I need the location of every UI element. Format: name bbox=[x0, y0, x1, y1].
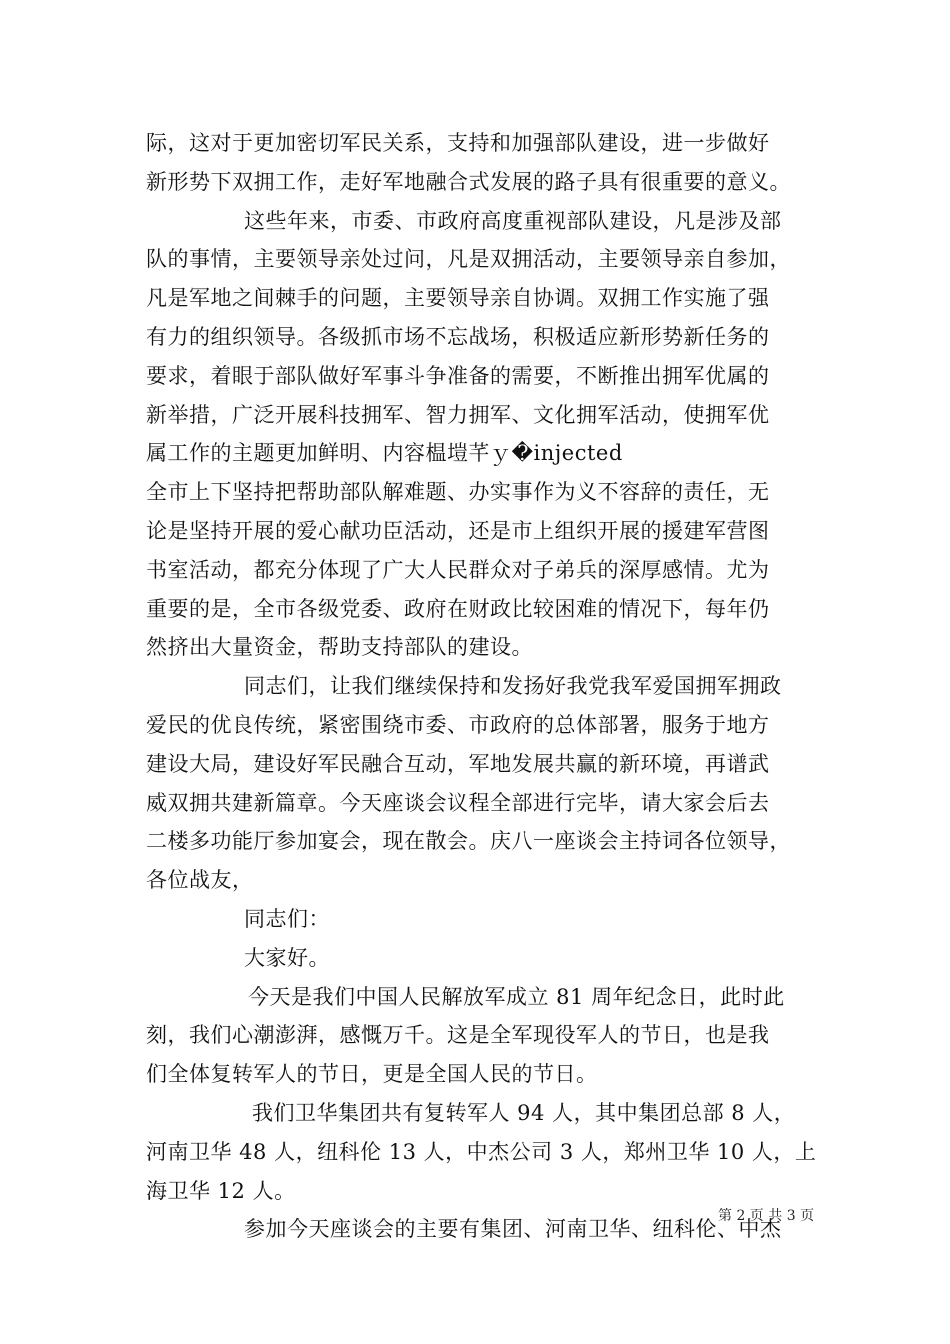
text-line: 书室活动，都充分体现了广大人民群众对子弟兵的深厚感情。尤为 bbox=[146, 557, 770, 582]
text-line: 队的事情，主要领导亲处过问，凡是双拥活动，主要领导亲自参加， bbox=[146, 247, 791, 272]
paragraph-start-line: 同志们，让我们继续保持和发扬好我党我军爱国拥军拥政 bbox=[244, 674, 782, 699]
page-number-footer: 第 2 页 共 3 页 bbox=[718, 1208, 815, 1224]
paragraph-start-line: 参加今天座谈会的主要有集团、河南卫华、纽科伦、中杰 bbox=[244, 1217, 782, 1242]
greeting-line: 大家好。 bbox=[244, 945, 330, 970]
paragraph-start-line: 这些年来，市委、市政府高度重视部队建设，凡是涉及部 bbox=[244, 208, 782, 233]
text-line: 际，这对于更加密切军民关系，支持和加强部队建设，进一步做好 bbox=[146, 131, 770, 155]
text-line: 有力的组织领导。各级抓市场不忘战场，积极适应新形势新任务的 bbox=[146, 324, 770, 349]
text-line: 新形势下双拥工作，走好军地融合式发展的路子具有很重要的意义。 bbox=[146, 169, 791, 194]
text-line: 要求，着眼于部队做好军事斗争准备的需要，不断推出拥军优属的 bbox=[146, 363, 770, 388]
text-line: 建设大局，建设好军民融合互动，军地发展共赢的新环境，再谱武 bbox=[146, 751, 770, 776]
text-line: 凡是军地之间棘手的问题，主要领导亲自协调。双拥工作实施了强 bbox=[146, 286, 770, 311]
text-line: 海卫华 12 人。 bbox=[146, 1178, 296, 1203]
text-line: 然挤出大量资金，帮助支持部队的建设。 bbox=[146, 635, 533, 660]
text-line: 论是坚持开展的爱心献功臣活动，还是市上组织开展的援建军营图 bbox=[146, 518, 770, 543]
text-line: 们全体复转军人的节日，更是全国人民的节日。 bbox=[146, 1062, 598, 1087]
paragraph-start-line: 今天是我们中国人民解放军成立 81 周年纪念日，此时此 bbox=[248, 984, 785, 1009]
salutation-line: 同志们： bbox=[244, 906, 330, 931]
text-line: 各位战友， bbox=[146, 868, 254, 893]
text-line: 刻，我们心潮澎湃，感慨万千。这是全军现役军人的节日，也是我 bbox=[146, 1023, 770, 1048]
text-line: 重要的是，全市各级党委、政府在财政比较困难的情况下，每年仍 bbox=[146, 596, 770, 621]
text-line: 威双拥共建新篇章。今天座谈会议程全部进行完毕，请大家会后去 bbox=[146, 790, 770, 815]
text-line: 河南卫华 48 人，纽科伦 13 人，中杰公司 3 人，郑州卫华 10 人，上 bbox=[146, 1139, 817, 1164]
text-line: 二楼多功能厅参加宴会，现在散会。庆八一座谈会主持词各位领导， bbox=[146, 829, 791, 854]
paragraph-start-line: 我们卫华集团共有复转军人 94 人，其中集团总部 8 人， bbox=[252, 1100, 796, 1125]
text-line: 新举措，广泛开展科技拥军、智力拥军、文化拥军活动，使拥军优 bbox=[146, 402, 770, 427]
document-body bbox=[146, 124, 817, 1249]
text-line: 属工作的主题更加鲜明、内容榅塏芊ｙ�injected bbox=[146, 441, 623, 466]
text-line: 爱民的优良传统，紧密围绕市委、市政府的总体部署，服务于地方 bbox=[146, 712, 770, 737]
text-line: 全市上下坚持把帮助部队解难题、办实事作为义不容辞的责任，无 bbox=[146, 480, 770, 505]
